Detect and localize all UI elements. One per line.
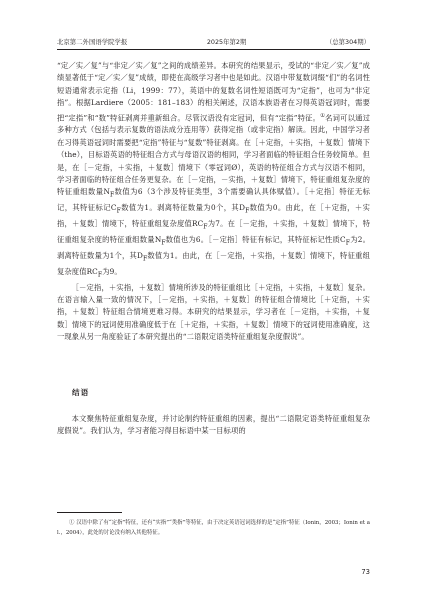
running-header: [57, 38, 370, 46]
journal-name: 北京第二外国语学院学报: [57, 38, 128, 46]
body-paragraph-2: ［－定指，＋实指，＋复数］情境所涉及的特征重组比［＋定指，＋实指，＋复数］复杂。在语言输入量一致的情况下，［－定指，＋实指，＋复数］的特征组合情境比［＋定指，＋实指，＋复数］特征组合情境更难习得。本研究的结果显示，学习者在［－定指，＋实指，＋复数］情境下的冠词使用准确度低于在［＋定指，＋实指，＋复数］情境下的冠词使用准确度，这一现象从另一角度验证了本研究提出的“二语限定语类特征重组复杂度假说”。: [57, 282, 370, 342]
conclusion-body: [57, 413, 370, 438]
footnote: [57, 518, 370, 538]
section-heading-conclusion: 结语: [72, 388, 90, 397]
footnote-reference[interactable]: ①: [320, 112, 326, 119]
total-issue-label: （总第304期）: [325, 38, 370, 46]
issue-label: 2025年第2期: [206, 38, 247, 46]
footnote-mark: ①: [69, 520, 75, 526]
body-paragraph-1: “定／实／复”与“非定／实／复”之间的成绩差异。本研究的结果显示，受试的“非定／实／复”成绩显著低于“定／实／复”成绩，即使在高级学习者中也是如此。汉语中带复数词缀“们”的名词性短语通常表示定指（Li，1999：77），英语中的复数名词性短语既可为“定指”，也可为“非定指”。根据Lardiere（2005：181–183）的相关阐述，汉语本族语者在习得英语冠词时，需要把“定指”和“数”特征剥离并重新组合。尽管汉语没有定冠词，但有“定指”特征。①名词可以通过多种方式（包括与表示复数的语法成分连用等）获得定指（或非定指）解读。因此，中国学习者在习得英语冠词时需要把“定指”特征与“复数”特征剥离。在［＋定指，＋实指，＋复数］情境下（the），目标语英语的特征组合方式与母语汉语的相同，学习者面临的特征组合任务较简单。但是，在［－定指，＋实指，＋复数］情境下（零冠词Ø），英语的特征组合方式与汉语不相同，学习者面临的特征组合任务更复杂。在［－定指，－实指，＋复数］情境下，特征重组复杂度的特征重组数量$N_F$数值为6（3个涉及特征类型，3个需要确认具体赋值）。［＋定指］特征无标记，其特征标记$C_F$数值为1。剥离特征数量为0个，其$D_F$数值为0。由此，在［＋定指，＋实指，＋复数］情境下，特征重组复杂度值$RC_F$为7。在［－定指，＋实指，＋复数］情境下，特征重组复杂度的特征重组数量$N_F$数值也为6。［－定指］特征有标记，其特征标记性质$C_F$为2。剥离特征数量为1个，其$D_F$数值为1。由此，在［－定指，＋实指，＋复数］情境下，特征重组复杂度值$RC_F$为9。: [57, 61, 371, 279]
header-rule: [57, 49, 370, 50]
conclusion-paragraph-1: 本文聚焦特征重组复杂度，并讨论制约特征重组的因素，提出“二语限定语类特征重组复杂度假说”。我们认为，学习者能习得目标语中某一目标项的: [57, 414, 370, 436]
main-body: [57, 60, 370, 344]
footnote-text: 汉语中除了有“定指”特征，还有“实指”“类指”等特征，由于决定英语冠词选择的是“定指”特征（Ionin，2003；Ionin et al.，2004），此处的讨论没有纳入其他特征。: [57, 520, 370, 536]
footnote-rule: [57, 512, 122, 513]
page-number: 73: [361, 568, 370, 576]
